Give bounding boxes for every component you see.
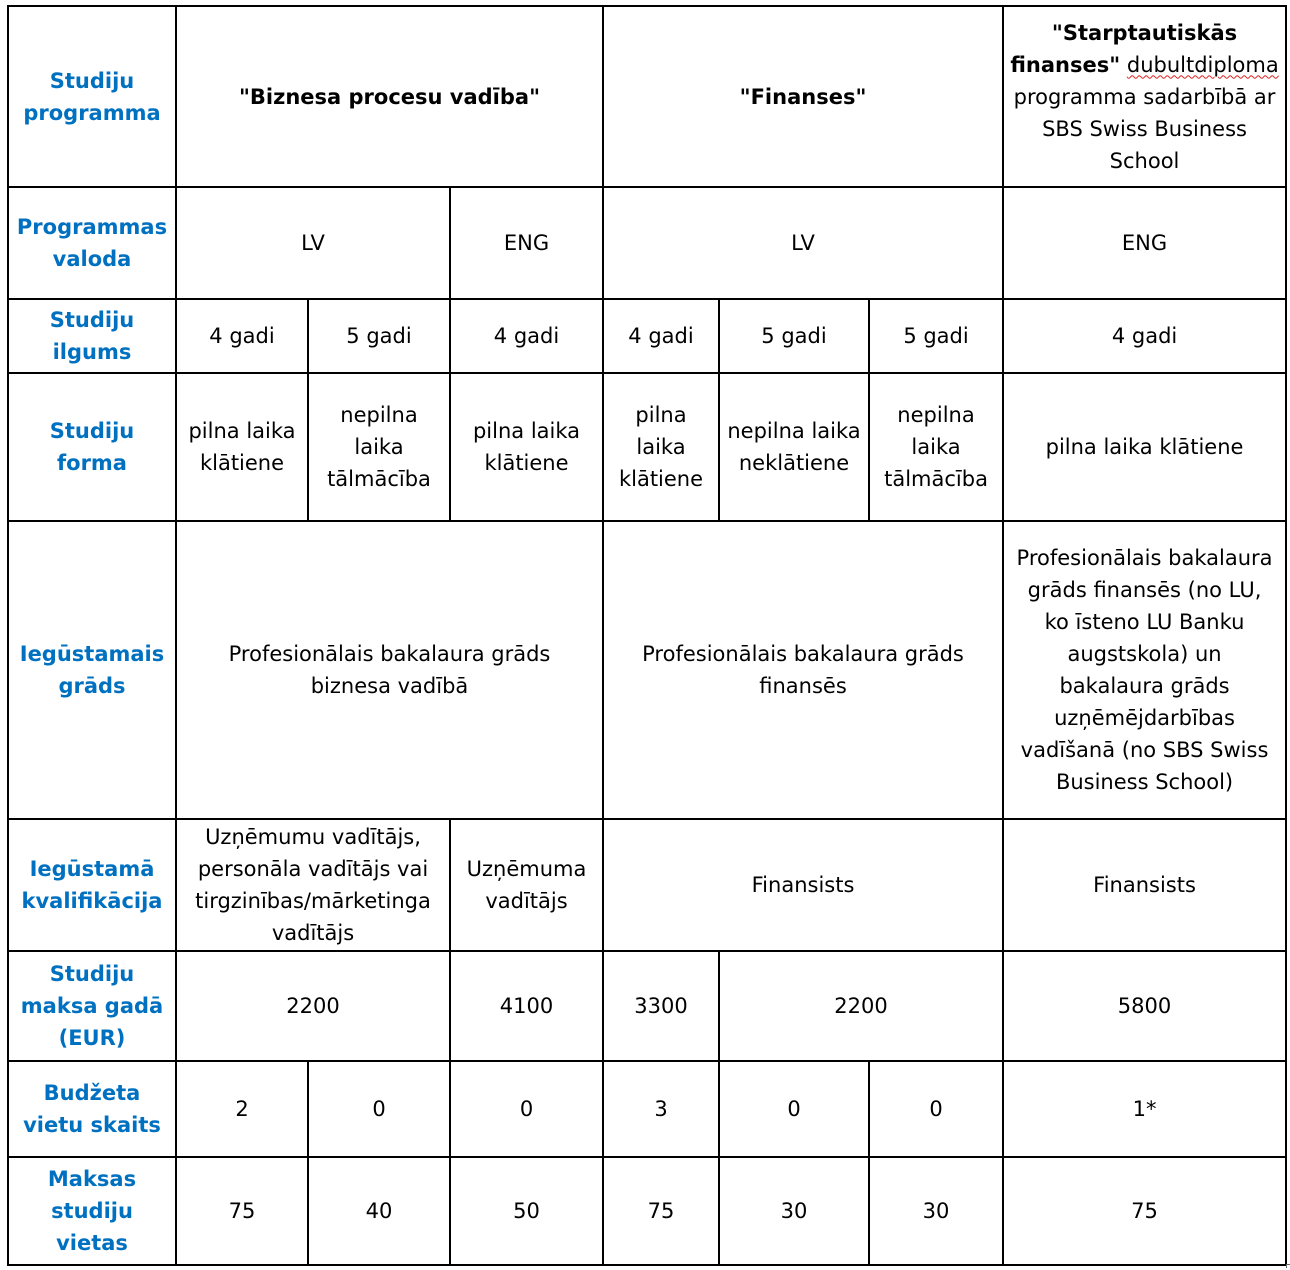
language-business-eng: ENG xyxy=(450,187,603,299)
paid-places-cell: 75 xyxy=(176,1157,308,1265)
row-header-duration: Studiju ilgums xyxy=(8,299,176,373)
qualification-business-eng: Uzņēmuma vadītājs xyxy=(450,819,603,951)
page-corner-mark xyxy=(1286,1264,1290,1268)
paid-places-cell: 50 xyxy=(450,1157,603,1265)
form-cell: pilna laika klātiene xyxy=(176,373,308,521)
budget-places-cell: 1* xyxy=(1003,1061,1286,1157)
budget-places-cell: 0 xyxy=(308,1061,450,1157)
program-intl xyxy=(1003,6,1286,187)
budget-places-cell: 0 xyxy=(719,1061,869,1157)
qualification-intl: Finansists xyxy=(1003,819,1286,951)
row-header-paid-places: Maksas studiju vietas xyxy=(8,1157,176,1265)
form-cell: pilna laika klātiene xyxy=(1003,373,1286,521)
row-budget-places xyxy=(8,1061,1286,1157)
row-paid-places xyxy=(8,1157,1286,1265)
degree-business: Profesionālais bakalaura grāds biznesa vadībā xyxy=(176,521,603,819)
language-intl-eng: ENG xyxy=(1003,187,1286,299)
duration-cell: 5 gadi xyxy=(719,299,869,373)
fee-business-lv: 2200 xyxy=(176,951,450,1061)
fee-finance-full: 3300 xyxy=(603,951,719,1061)
fee-finance-part: 2200 xyxy=(719,951,1003,1061)
qualification-business-lv: Uzņēmumu vadītājs, personāla vadītājs vai tirgzinības/mārketinga vadītājs xyxy=(176,819,450,951)
duration-cell: 5 gadi xyxy=(308,299,450,373)
budget-places-cell: 0 xyxy=(450,1061,603,1157)
qualification-finance: Finansists xyxy=(603,819,1003,951)
duration-cell: 4 gadi xyxy=(1003,299,1286,373)
degree-intl: Profesionālais bakalaura grāds finansēs (no LU, ko īsteno LU Banku augstskola) un bakalaura grāds uzņēmējdarbības vadīšanā (no SBS Swiss Business School) xyxy=(1003,521,1286,819)
program-intl-title: "Starptautiskās finanses" xyxy=(1010,20,1238,77)
row-fee xyxy=(8,951,1286,1061)
row-header-qualification: Iegūstamā kvalifikācija xyxy=(8,819,176,951)
form-cell: pilna laika klātiene xyxy=(450,373,603,521)
row-language xyxy=(8,187,1286,299)
budget-places-cell: 2 xyxy=(176,1061,308,1157)
form-cell: nepilna laika tālmācība xyxy=(308,373,450,521)
duration-cell: 5 gadi xyxy=(869,299,1003,373)
row-form xyxy=(8,373,1286,521)
program-business: "Biznesa procesu vadība" xyxy=(176,6,603,187)
fee-business-eng: 4100 xyxy=(450,951,603,1061)
row-header-degree: Iegūstamais grāds xyxy=(8,521,176,819)
row-program xyxy=(8,6,1286,187)
form-cell: nepilna laika neklātiene xyxy=(719,373,869,521)
paid-places-cell: 30 xyxy=(719,1157,869,1265)
row-header-fee: Studiju maksa gadā (EUR) xyxy=(8,951,176,1061)
degree-finance: Profesionālais bakalaura grāds finansēs xyxy=(603,521,1003,819)
budget-places-cell: 0 xyxy=(869,1061,1003,1157)
row-header-budget-places: Budžeta vietu skaits xyxy=(8,1061,176,1157)
row-degree xyxy=(8,521,1286,819)
budget-places-cell: 3 xyxy=(603,1061,719,1157)
form-cell: pilna laika klātiene xyxy=(603,373,719,521)
form-cell: nepilna laika tālmācība xyxy=(869,373,1003,521)
paid-places-cell: 75 xyxy=(1003,1157,1286,1265)
row-header-program: Studiju programma xyxy=(8,6,176,187)
fee-intl: 5800 xyxy=(1003,951,1286,1061)
row-header-language: Programmas valoda xyxy=(8,187,176,299)
program-finance: "Finanses" xyxy=(603,6,1003,187)
row-duration xyxy=(8,299,1286,373)
program-intl-rest: programma sadarbībā ar SBS Swiss Business School xyxy=(1013,84,1276,173)
study-programs-table xyxy=(7,5,1287,1266)
paid-places-cell: 75 xyxy=(603,1157,719,1265)
program-intl-spellcheck-word: dubultdiploma xyxy=(1126,52,1279,77)
row-qualification xyxy=(8,819,1286,951)
duration-cell: 4 gadi xyxy=(176,299,308,373)
paid-places-cell: 30 xyxy=(869,1157,1003,1265)
duration-cell: 4 gadi xyxy=(603,299,719,373)
paid-places-cell: 40 xyxy=(308,1157,450,1265)
language-business-lv: LV xyxy=(176,187,450,299)
duration-cell: 4 gadi xyxy=(450,299,603,373)
language-finance-lv: LV xyxy=(603,187,1003,299)
row-header-form: Studiju forma xyxy=(8,373,176,521)
